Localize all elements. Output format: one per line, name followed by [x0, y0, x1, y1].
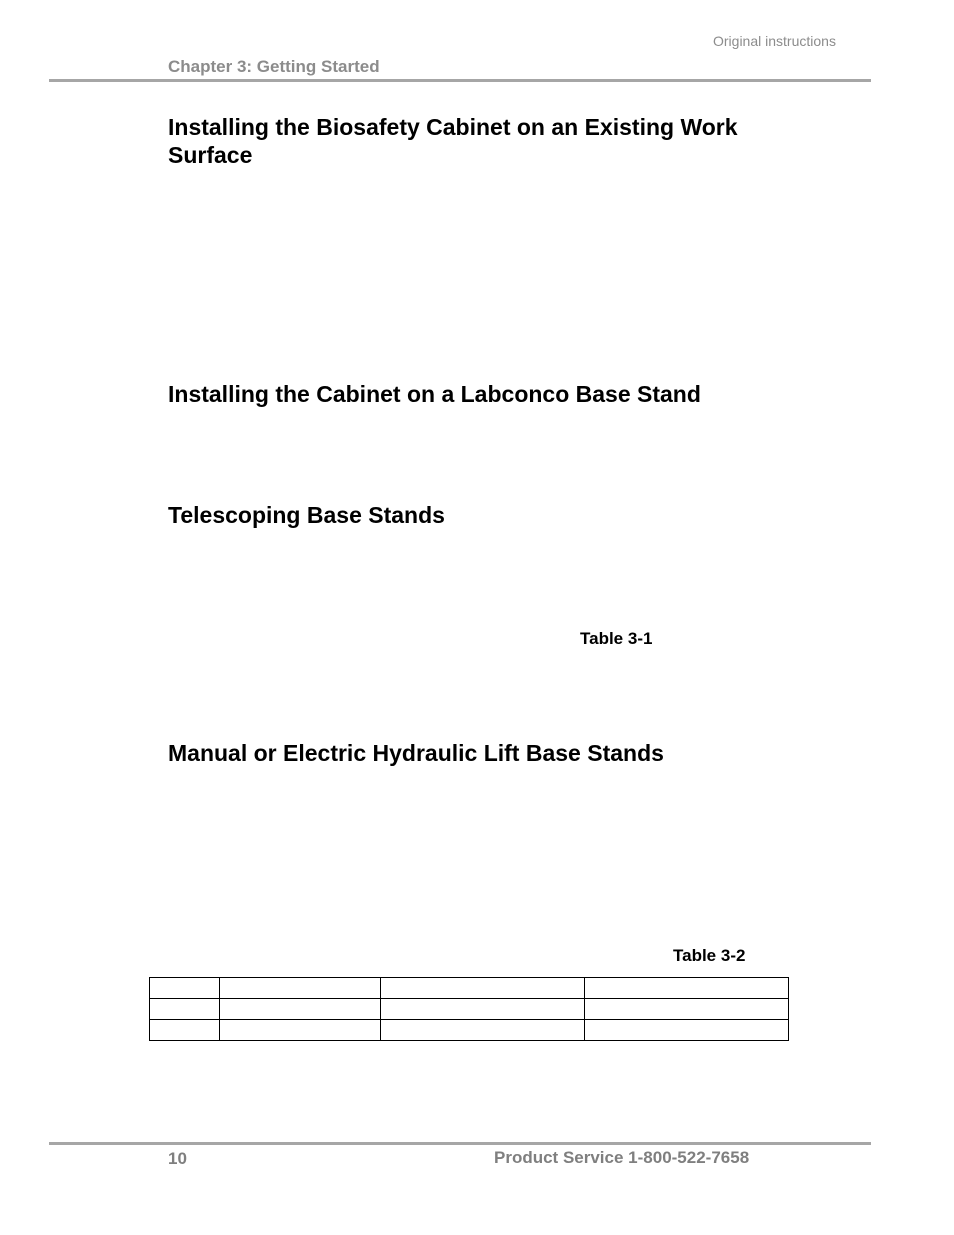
table-cell: [381, 999, 585, 1020]
table-row: [150, 1020, 789, 1041]
table-cell: [220, 978, 381, 999]
original-instructions-note: Original instructions: [713, 33, 836, 49]
table-cell: [585, 999, 789, 1020]
heading-labconco-base-stand: Installing the Cabinet on a Labconco Base Stand: [168, 381, 701, 407]
chapter-title: Chapter 3: Getting Started: [168, 57, 380, 76]
table-cell: [381, 978, 585, 999]
heading-existing-work-surface: Installing the Biosafety Cabinet on an Existing Work Surface: [168, 114, 738, 168]
product-service-phone: Product Service 1-800-522-7658: [494, 1148, 750, 1167]
heading-hydraulic-lift-base-stands: Manual or Electric Hydraulic Lift Base Stands: [168, 740, 664, 766]
table-row: [150, 978, 789, 999]
footer-divider: [49, 1142, 871, 1145]
table-3-2: [149, 977, 789, 1041]
table-cell: [381, 1020, 585, 1041]
table-cell: [150, 1020, 220, 1041]
table-cell: [150, 999, 220, 1020]
table-cell: [220, 999, 381, 1020]
table-3-1-caption: Table 3-1: [580, 629, 653, 648]
table-cell: [220, 1020, 381, 1041]
table-cell: [585, 978, 789, 999]
header-divider: [49, 79, 871, 82]
table-3-2-caption: Table 3-2: [673, 946, 746, 965]
heading-telescoping-base-stands: Telescoping Base Stands: [168, 502, 445, 528]
table-row: [150, 999, 789, 1020]
table-cell: [150, 978, 220, 999]
page-number: 10: [168, 1149, 187, 1168]
table-cell: [585, 1020, 789, 1041]
